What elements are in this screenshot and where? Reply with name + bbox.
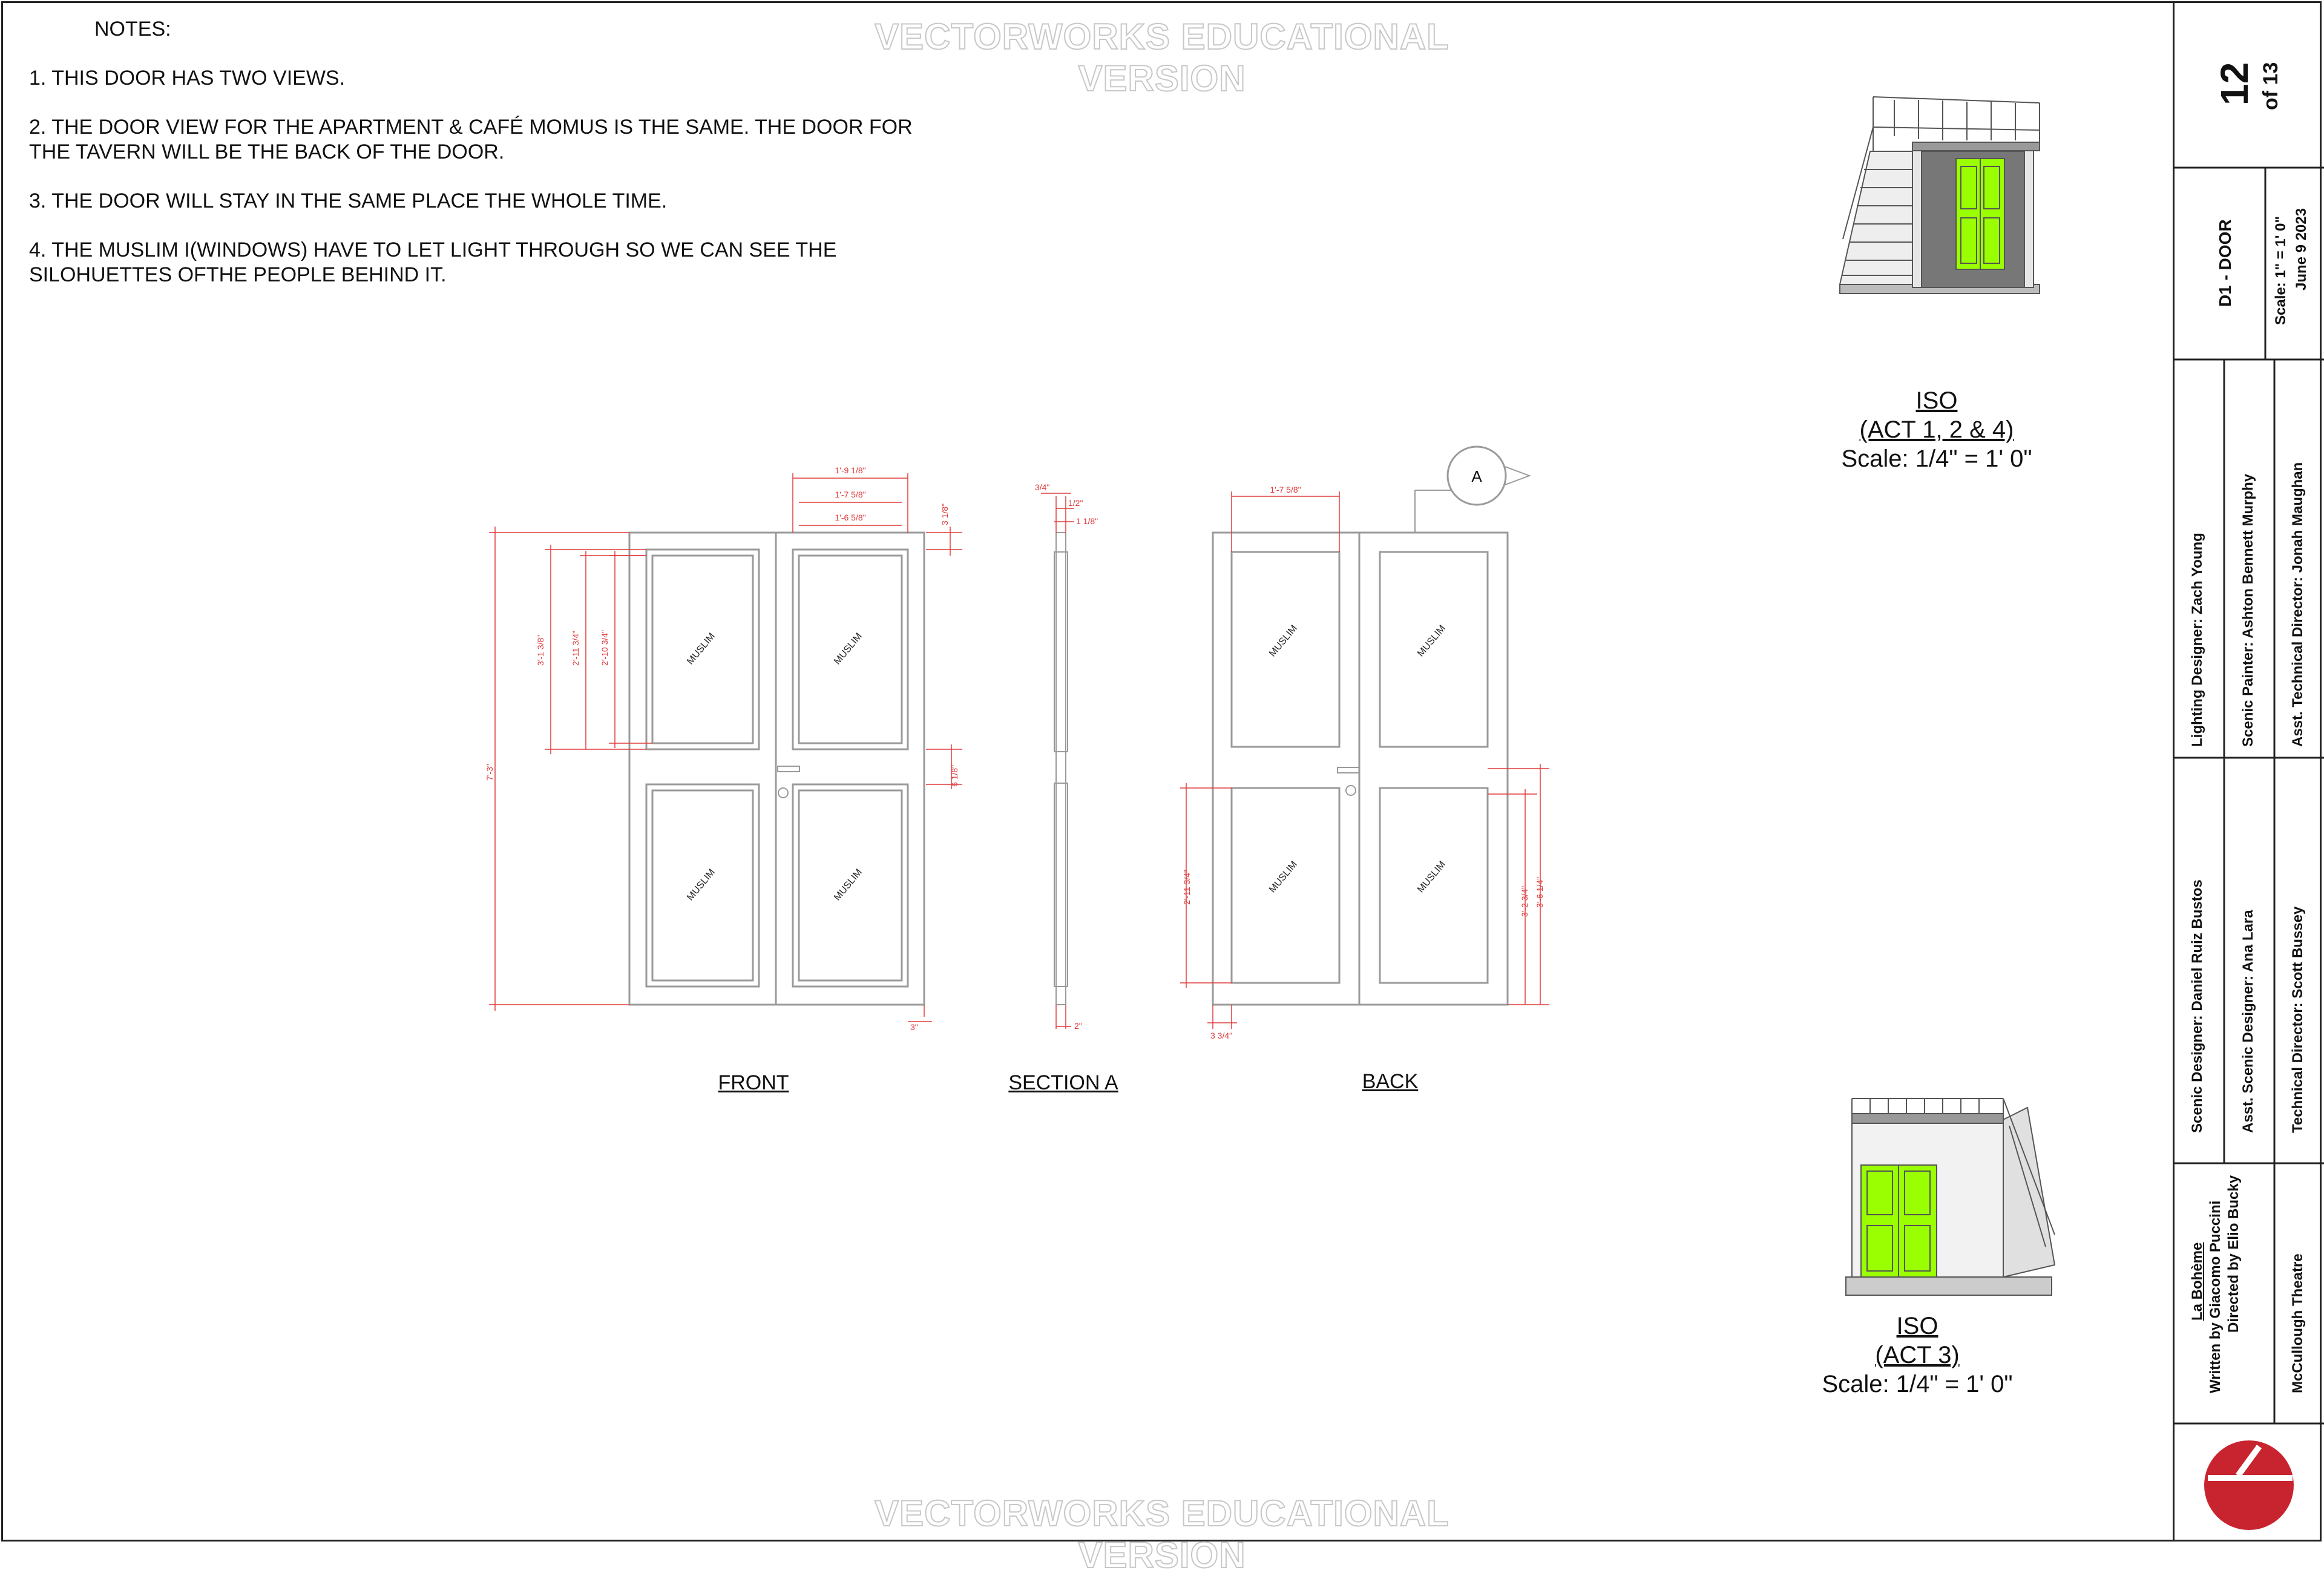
iso2-title: ISO — [1896, 1313, 1938, 1339]
back-door-right-leaf — [1359, 533, 1508, 1005]
dim-back-bottom: 3 3/4" — [1210, 1031, 1233, 1040]
dim-front-top-1: 1'-9 1/8" — [835, 465, 866, 475]
back-panel-label-4: MUSLIM — [1416, 859, 1448, 895]
iso-act-1-2-4-caption — [1785, 386, 2088, 473]
scenic-designer: Scenic Designer: Daniel Ruiz Bustos — [2189, 879, 2205, 1133]
front-handle-icon — [778, 766, 799, 772]
note-2: 2. THE DOOR VIEW FOR THE APARTMENT & CAFÉ MOMUS IS THE SAME. THE DOOR FOR THE TAVERN WILL BE THE BACK OF THE DOOR. — [29, 116, 913, 163]
back-lock-icon — [1346, 786, 1356, 795]
note-3: 3. THE DOOR WILL STAY IN THE SAME PLACE THE WHOLE TIME. — [29, 189, 668, 212]
dim-front-right-top: 3 1/8" — [940, 503, 950, 525]
production-director: Directed by Elio Bucky — [2225, 1175, 2242, 1333]
dim-section-bottom: 2" — [1074, 1021, 1082, 1031]
iso-act-1-2-4-illustration — [1840, 97, 2040, 294]
theatre-logo-icon — [2204, 1440, 2294, 1530]
iso1-scale: Scale: 1/4" = 1' 0" — [1841, 445, 2032, 472]
dim-front-right-mid: 6 1/8" — [950, 764, 959, 787]
dim-front-left-2: 3'-1 3/8" — [536, 634, 545, 666]
notes-heading: NOTES: — [94, 18, 171, 41]
dim-front-left-overall: 7'-3" — [485, 764, 494, 781]
dim-section-top-1: 3/4" — [1035, 482, 1050, 492]
asst-technical-director: Asst. Technical Director: Jonah Maughan — [2290, 462, 2306, 747]
front-panel-label-3: MUSLIM — [685, 867, 718, 903]
dim-back-right-1: 3'-2 3/4" — [1520, 885, 1529, 917]
dim-section-top-3: 1 1/8" — [1076, 516, 1098, 526]
scenic-painter: Scenic Painter: Ashton Bennett Murphy — [2240, 473, 2256, 747]
iso2-scale: Scale: 1/4" = 1' 0" — [1822, 1371, 2013, 1397]
dim-front-top-3: 1'-6 5/8" — [835, 513, 866, 522]
section-a-profile — [1056, 533, 1066, 1005]
watermark-top: VECTORWORKS EDUCATIONAL VERSION — [875, 16, 1449, 99]
front-panel-label-1: MUSLIM — [685, 631, 718, 667]
back-handle-icon — [1338, 767, 1359, 773]
title-block — [2173, 1, 2324, 1542]
dim-back-right-2: 3'-6 1/4" — [1535, 876, 1544, 908]
note-4: 4. THE MUSLIM I(WINDOWS) HAVE TO LET LIGHT THROUGH SO WE CAN SEE THE SILOHUETTES OFTHE PEOPLE BEHIND IT. — [29, 238, 837, 286]
production-title: La Bohème — [2189, 1242, 2205, 1321]
drawing-date: June 9 2023 — [2293, 208, 2309, 291]
drawing-scale: Scale: 1" = 1' 0" — [2273, 216, 2289, 325]
section-a-view-label: SECTION A — [1008, 1071, 1118, 1094]
dim-back-left: 2'-11 3/4" — [1182, 870, 1192, 905]
section-marker-label: A — [1471, 467, 1482, 485]
dim-front-bottom: 3" — [910, 1022, 918, 1032]
back-panel-label-1: MUSLIM — [1267, 623, 1300, 659]
front-door-left-leaf — [629, 533, 776, 1005]
iso1-subtitle: (ACT 1, 2 & 4) — [1859, 416, 2014, 443]
watermark-bottom: VECTORWORKS EDUCATIONAL VERSION — [875, 1493, 1449, 1575]
technical-director: Technical Director: Scott Bussey — [2290, 906, 2306, 1133]
dim-section-top-2: 1/2" — [1068, 498, 1083, 508]
back-panel-label-2: MUSLIM — [1416, 623, 1448, 659]
front-panel-label-4: MUSLIM — [832, 867, 865, 903]
iso-act-3-illustration — [1846, 1098, 2055, 1295]
front-view-label: FRONT — [718, 1071, 789, 1094]
dim-front-left-4: 2'-10 3/4" — [600, 629, 609, 666]
front-lock-icon — [778, 788, 788, 798]
iso2-subtitle: (ACT 3) — [1875, 1342, 1960, 1368]
iso-act-3-caption — [1766, 1312, 2069, 1399]
dim-back-top: 1'-7 5/8" — [1270, 485, 1301, 494]
dim-front-top-2: 1'-7 5/8" — [835, 490, 866, 499]
sheet-total: of 13 — [2259, 62, 2282, 110]
front-panel-label-2: MUSLIM — [832, 631, 865, 667]
lighting-designer: Lighting Designer: Zach Young — [2189, 533, 2205, 747]
note-1: 1. THIS DOOR HAS TWO VIEWS. — [29, 67, 346, 90]
iso1-title: ISO — [1915, 387, 1958, 414]
sheet-number: 12 — [2213, 62, 2256, 105]
asst-scenic-designer: Asst. Scenic Designer: Ana Lara — [2240, 910, 2256, 1133]
back-view-label: BACK — [1362, 1070, 1419, 1093]
dim-front-left-3: 2'-11 3/4" — [571, 631, 580, 666]
back-panel-label-3: MUSLIM — [1267, 859, 1300, 895]
venue: McCullough Theatre — [2290, 1253, 2306, 1393]
drawing-title: D1 - DOOR — [2216, 219, 2234, 307]
production-writer: Written by Giacomo Puccini — [2207, 1200, 2224, 1393]
